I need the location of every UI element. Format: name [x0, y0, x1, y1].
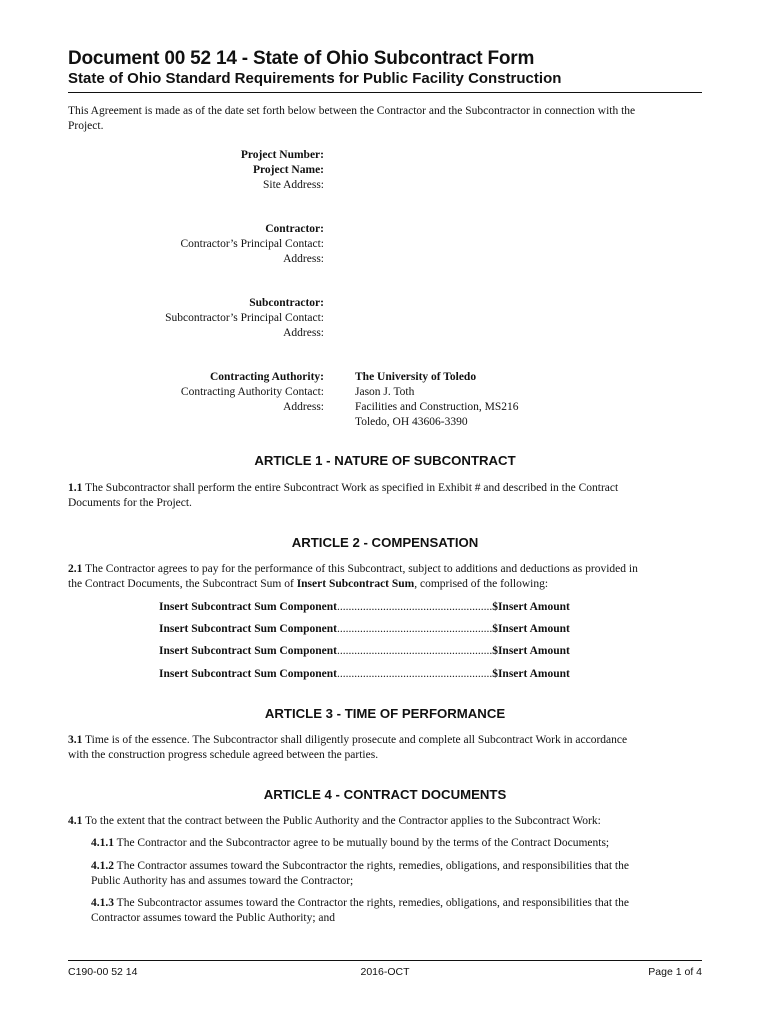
sum-component-amount[interactable]: $Insert Amount: [492, 623, 570, 635]
article-3-paragraph: [68, 733, 700, 763]
intro-paragraph: [68, 104, 700, 134]
authority-address-line-1: Facilities and Construction, MS216: [355, 401, 519, 413]
article-4-line-1: To the extent that the contract between the Public Authority and the Contractor applies to the Subcontract Work:: [82, 815, 601, 827]
subsection-4-1-2: [91, 859, 691, 889]
authority-label: Contracting Authority:: [209, 371, 324, 383]
subcontractor-contact-label: Subcontractor’s Principal Contact:: [165, 312, 324, 324]
article-4-paragraph: [68, 814, 700, 829]
sum-component-label[interactable]: Insert Subcontract Sum Component: [159, 623, 337, 635]
header-rule: [68, 92, 702, 93]
leader-dots: ......................................................: [336, 623, 493, 635]
subsection-4-1-1-text: The Contractor and the Subcontractor agree to be mutually bound by the terms of the Contract Documents;: [114, 837, 610, 849]
intro-line-1: This Agreement is made as of the date set forth below between the Contractor and the Subcontractor in connection with the: [68, 105, 636, 117]
article-1-line-2: Documents for the Project.: [68, 497, 192, 509]
project-block: [68, 148, 702, 193]
article-3-line-1: Time is of the essence. The Subcontractor shall diligently prosecute and complete all Subcontract Work in accordance: [82, 734, 628, 746]
sum-component-label[interactable]: Insert Subcontract Sum Component: [159, 645, 337, 657]
authority-contact: Jason J. Toth: [355, 386, 415, 398]
sum-component-amount[interactable]: $Insert Amount: [492, 601, 570, 613]
subsection-4-1-2-line-2: Public Authority has and assumes toward the Contractor;: [91, 875, 354, 887]
sum-component-row: [159, 644, 570, 659]
subsection-4-1-3-line-1: The Subcontractor assumes toward the Contractor the rights, remedies, obligations, and responsibilities that the: [114, 897, 629, 909]
sum-component-row: [159, 600, 570, 615]
document-title: Document 00 52 14 - State of Ohio Subcontract Form: [68, 48, 535, 69]
contractor-block: [68, 222, 702, 267]
subsection-4-1-2-line-1: The Contractor assumes toward the Subcontractor the rights, remedies, obligations, and responsibilities that the: [114, 860, 629, 872]
contractor-label: Contractor:: [265, 223, 324, 235]
subcontract-sum-placeholder[interactable]: Insert Subcontract Sum: [296, 578, 415, 590]
article-2-line-2-pre: the Contract Documents, the Subcontract Sum of: [68, 578, 297, 590]
authority-name: The University of Toledo: [355, 371, 477, 383]
intro-line-2: Project.: [68, 120, 104, 132]
sum-component-amount[interactable]: $Insert Amount: [492, 645, 570, 657]
project-number-label: Project Number:: [240, 149, 324, 161]
footer-date: 2016-OCT: [360, 966, 410, 978]
sum-component-row: [159, 622, 570, 637]
subcontractor-address-label: Address:: [283, 327, 324, 339]
article-4-heading: ARTICLE 4 - CONTRACT DOCUMENTS: [263, 787, 507, 802]
contractor-contact-label: Contractor’s Principal Contact:: [180, 238, 324, 250]
article-1-heading: ARTICLE 1 - NATURE OF SUBCONTRACT: [254, 453, 516, 468]
section-number: 3.1: [68, 734, 83, 746]
section-number: 4.1.1: [91, 837, 114, 849]
article-2-heading: ARTICLE 2 - COMPENSATION: [291, 535, 479, 550]
subcontractor-block: [68, 296, 702, 341]
leader-dots: ......................................................: [336, 601, 493, 613]
article-3-heading: ARTICLE 3 - TIME OF PERFORMANCE: [264, 706, 506, 721]
article-2-line-1: The Contractor agrees to pay for the performance of this Subcontract, subject to additions and deductions as provided in: [82, 563, 638, 575]
footer-rule: [68, 960, 702, 961]
article-2-line-2-post: , comprised of the following:: [414, 578, 549, 590]
authority-address-line-2: Toledo, OH 43606-3390: [355, 416, 468, 428]
footer-document-code: C190-00 52 14: [68, 966, 138, 978]
contractor-address-label: Address:: [283, 253, 324, 265]
article-3-line-2: with the construction progress schedule agreed between the parties.: [68, 749, 379, 761]
sum-component-label[interactable]: Insert Subcontract Sum Component: [159, 668, 337, 680]
subsection-4-1-3-line-2: Contractor assumes toward the Public Authority; and: [91, 912, 336, 924]
document-subtitle: State of Ohio Standard Requirements for Public Facility Construction: [68, 70, 562, 87]
leader-dots: ......................................................: [336, 645, 493, 657]
section-number: 4.1: [68, 815, 83, 827]
article-1-paragraph: [68, 481, 700, 511]
article-1-line-1: The Subcontractor shall perform the entire Subcontract Work as specified in Exhibit # and described in the Contract: [82, 482, 619, 494]
section-number: 2.1: [68, 563, 83, 575]
authority-address-label: Address:: [283, 401, 324, 413]
subsection-4-1-3: [91, 896, 691, 926]
section-number: 4.1.2: [91, 860, 114, 872]
section-number: 1.1: [68, 482, 83, 494]
article-2-paragraph: [68, 562, 700, 592]
subcontractor-label: Subcontractor:: [249, 297, 324, 309]
authority-contact-label: Contracting Authority Contact:: [180, 386, 324, 398]
leader-dots: ......................................................: [336, 668, 493, 680]
authority-block: [68, 370, 702, 430]
subsection-4-1-1: [91, 836, 691, 851]
project-name-label: Project Name:: [253, 164, 324, 176]
sum-component-amount[interactable]: $Insert Amount: [492, 668, 570, 680]
sum-component-label[interactable]: Insert Subcontract Sum Component: [159, 601, 337, 613]
section-number: 4.1.3: [91, 897, 114, 909]
site-address-label: Site Address:: [262, 179, 324, 191]
sum-component-row: [159, 667, 570, 682]
footer-page-number: Page 1 of 4: [648, 966, 702, 978]
